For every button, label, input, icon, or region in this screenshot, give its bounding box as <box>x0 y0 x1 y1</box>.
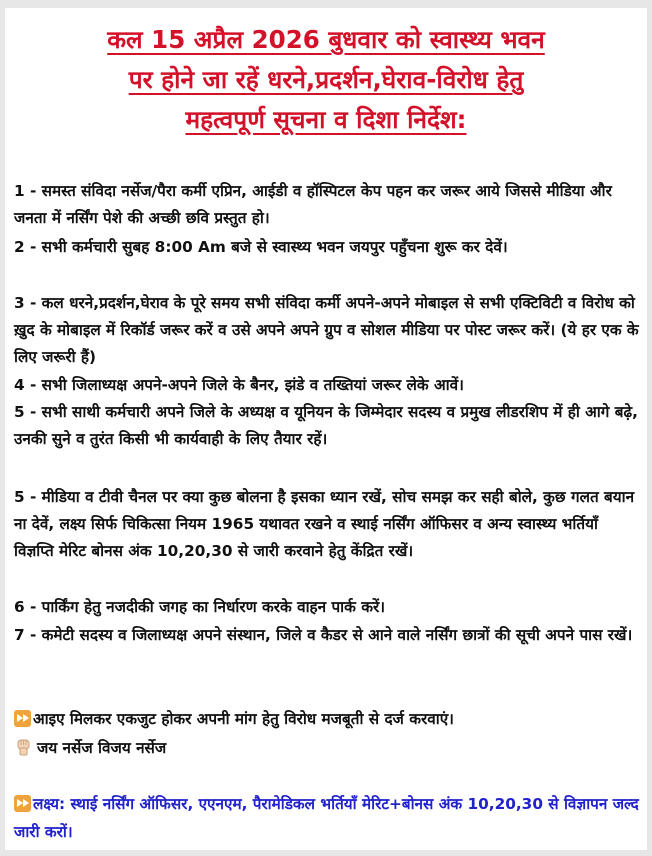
slogan-text: जय नर्सेज विजय नर्सेज <box>37 739 167 757</box>
appeal-line <box>14 706 644 733</box>
item-number: 5 <box>14 488 25 506</box>
title-line-2: पर होने जा रहें धरने,प्रदर्शन,घेराव-विरोध हेतु <box>128 65 524 94</box>
item-number: 6 <box>14 598 25 616</box>
instruction-item: 2 - सभी कर्मचारी सुबह 8:00 Am बजे से स्वास्थ्य भवन जयपुर पहुँचना शुरू कर देवें। <box>14 238 508 256</box>
instruction-item: 4 - सभी जिलाध्यक्ष अपने-अपने जिले के बैनर, झंडे व तख्तियां जरूर लेके आवें। <box>14 376 464 394</box>
instruction-item: 3 - कल धरने,प्रदर्शन,घेराव के पूरे समय सभी संविदा कर्मी अपने-अपने मोबाइल से सभी एक्टिविटी व विरोध को ख़ुद के मोबाइल में रिकॉर्ड जरूर करें व उसे अपने अपने ग्रुप व सोशल मीडिया पर पोस्ट जरूर करें। (ये हर एक के लिए जरूरी हैं) <box>14 294 639 366</box>
fast-forward-icon <box>14 710 31 727</box>
item-number: 3 <box>14 294 25 312</box>
item-number: 4 <box>14 376 25 394</box>
item-text: समस्त संविदा नर्सेज/पैरा कर्मी एप्रिन, आईडी व हॉस्पिटल केप पहन कर जरूर आये जिससे मीडिया और जनता में नर्सिंग पेशे की अच्छी छवि प्रस्तुत हो। <box>14 182 612 227</box>
instruction-item: 7 - कमेटी सदस्य व जिलाध्यक्ष अपने संस्थान, जिले व कैडर से आने वाले नर्सिंग छात्रों की सूची अपने पास रखें। <box>14 626 633 644</box>
item-text: मीडिया व टीवी चैनल पर क्या कुछ बोलना है इसका ध्यान रखें, सोच समझ कर सही बोले, कुछ गलत बयान ना देवें, लक्ष्य सिर्फ चिकित्सा नियम 1965 यथावत रखने व स्थाई नर्सिंग ऑफिसर व अन्य स्वास्थ्य भर्तियाँ विज्ञप्ति मेरिट बोनस अंक 10,20,30 से जारी करवाने हेतु केंद्रित रखें। <box>14 488 635 560</box>
fast-forward-icon <box>14 795 31 812</box>
item-text: सभी कर्मचारी सुबह 8:00 Am बजे से स्वास्थ्य भवन जयपुर पहुँचना शुरू कर देवें। <box>41 238 508 256</box>
title-line-3: महत्वपूर्ण सूचना व दिशा निर्देश: <box>185 105 467 134</box>
title-line-1: कल 15 अप्रैल 2026 बुधवार को स्वास्थ्य भवन <box>107 25 545 54</box>
instruction-item: 6 - पार्किंग हेतु नजदीकी जगह का निर्धारण करके वाहन पार्क करें। <box>14 598 386 616</box>
raised-fist-icon <box>16 738 31 756</box>
item-number: 2 <box>14 238 25 256</box>
item-text: पार्किंग हेतु नजदीकी जगह का निर्धारण करके वाहन पार्क करें। <box>41 598 386 616</box>
instruction-item: 1 - समस्त संविदा नर्सेज/पैरा कर्मी एप्रिन, आईडी व हॉस्पिटल केप पहन कर जरूर आये जिससे मीडिया और जनता में नर्सिंग पेशे की अच्छी छवि प्रस्तुत हो। <box>14 182 612 227</box>
notice-card <box>5 8 647 850</box>
item-text: सभी साथी कर्मचारी अपने जिले के अध्यक्ष व यूनियन के जिम्मेदार सदस्य व प्रमुख लीडरशिप में ही आगे बढ़े, उनकी सुने व तुरंत किसी भी कार्यवाही के लिए तैयार रहें। <box>14 403 638 448</box>
instruction-item: 5 - मीडिया व टीवी चैनल पर क्या कुछ बोलना है इसका ध्यान रखें, सोच समझ कर सही बोले, कुछ गलत बयान ना देवें, लक्ष्य सिर्फ चिकित्सा नियम 1965 यथावत रखने व स्थाई नर्सिंग ऑफिसर व अन्य स्वास्थ्य भर्तियाँ विज्ञप्ति मेरिट बोनस अंक 10,20,30 से जारी करवाने हेतु केंद्रित रखें। <box>14 488 635 560</box>
item-text: कल धरने,प्रदर्शन,घेराव के पूरे समय सभी संविदा कर्मी अपने-अपने मोबाइल से सभी एक्टिविटी व विरोध को ख़ुद के मोबाइल में रिकॉर्ड जरूर करें व उसे अपने अपने ग्रुप व सोशल मीडिया पर पोस्ट जरूर करें। (ये हर एक के लिए जरूरी हैं) <box>14 294 639 366</box>
appeal-text: आइए मिलकर एकजुट होकर अपनी मांग हेतु विरोध मजबूती से दर्ज करवाएं। <box>33 710 454 728</box>
goal-line <box>14 790 644 846</box>
item-text: कमेटी सदस्य व जिलाध्यक्ष अपने संस्थान, जिले व कैडर से आने वाले नर्सिंग छात्रों की सूची अपने पास रखें। <box>41 626 633 644</box>
goal-text: लक्ष्य: स्थाई नर्सिंग ऑफिसर, एएनएम, पैरामेडिकल भर्तियाँ मेरिट+बोनस अंक 10,20,30 से विज्ञापन जल्द जारी करों। <box>14 795 639 841</box>
item-number: 5 <box>14 403 25 421</box>
item-text: सभी जिलाध्यक्ष अपने-अपने जिले के बैनर, झंडे व तख्तियां जरूर लेके आवें। <box>41 376 464 394</box>
notice-title <box>5 20 647 140</box>
instruction-item: 5 - सभी साथी कर्मचारी अपने जिले के अध्यक्ष व यूनियन के जिम्मेदार सदस्य व प्रमुख लीडरशिप में ही आगे बढ़े, उनकी सुने व तुरंत किसी भी कार्यवाही के लिए तैयार रहें। <box>14 403 638 448</box>
item-number: 7 <box>14 626 25 644</box>
slogan-line <box>14 735 644 762</box>
item-number: 1 <box>14 182 25 200</box>
